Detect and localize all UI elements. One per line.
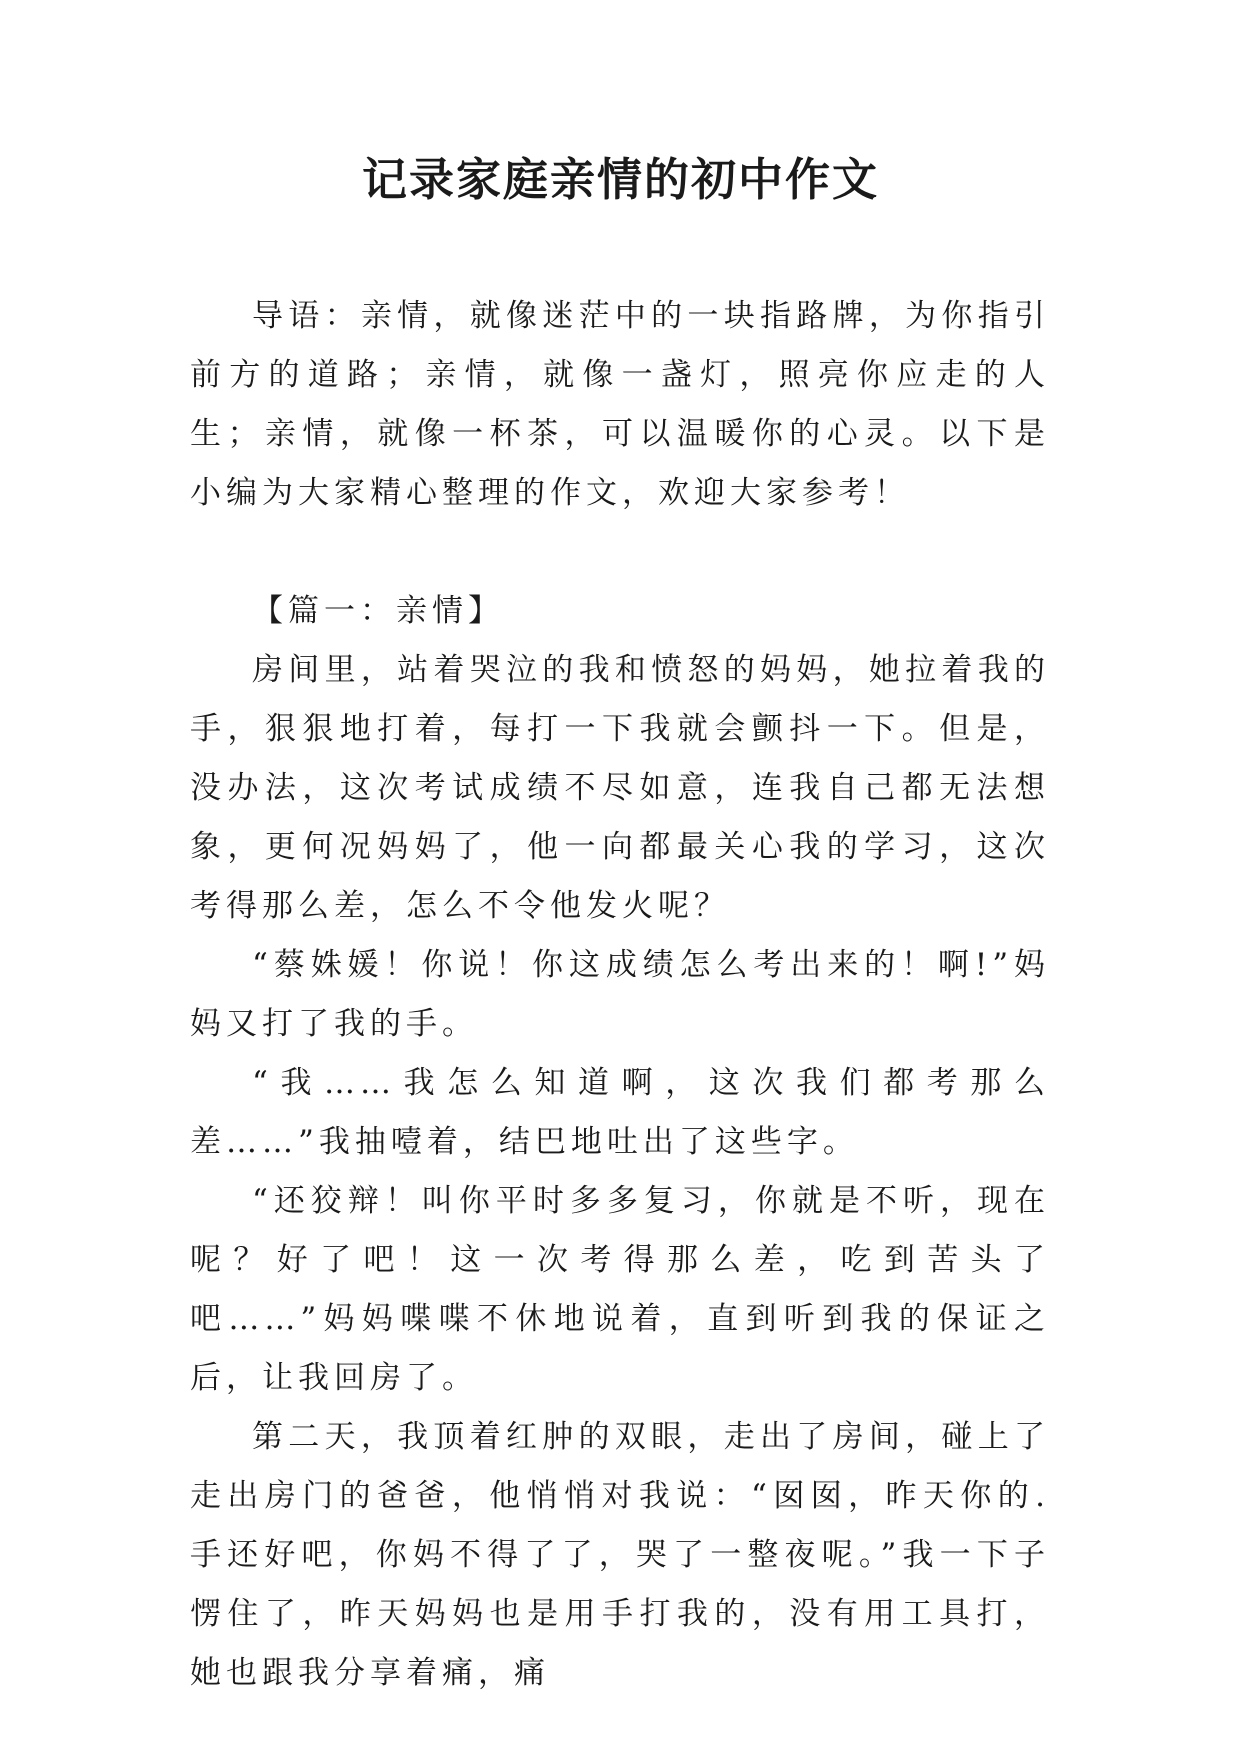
body-paragraph-4: “还狡辩！叫你平时多多复习，你就是不听，现在呢？好了吧！这一次考得那么差，吃到苦头了吧……”妈妈喋喋不休地说着，直到听到我的保证之后，让我回房了。 <box>190 1183 1050 1396</box>
body-paragraph-5: 第二天，我顶着红肿的双眼，走出了房间，碰上了走出房门的爸爸，他悄悄对我说：“囡囡，昨天你的.手还好吧，你妈不得了了，哭了一整夜呢。”我一下子愣住了，昨天妈妈也是用手打我的，没有用工具打，她也跟我分享着痛，痛 <box>190 1419 1050 1691</box>
body-paragraph-1: 房间里，站着哭泣的我和愤怒的妈妈，她拉着我的手，狠狠地打着，每打一下我就会颤抖一下。但是，没办法，这次考试成绩不尽如意，连我自己都无法想象，更何况妈妈了，他一向都最关心我的学习，这次考得那么差，怎么不令他发火呢？ <box>190 652 1050 924</box>
section-heading: 【篇一：亲情】 <box>252 593 504 629</box>
body-paragraph-2: “蔡姝媛！你说！你这成绩怎么考出来的！啊!”妈妈又打了我的手。 <box>190 947 1050 1042</box>
document-body <box>190 287 1050 1703</box>
intro-paragraph: 导语：亲情，就像迷茫中的一块指路牌，为你指引前方的道路；亲情，就像一盏灯，照亮你应走的人生；亲情，就像一杯茶，可以温暖你的心灵。以下是小编为大家精心整理的作文，欢迎大家参考！ <box>190 298 1050 511</box>
body-paragraph-3: “我……我怎么知道啊，这次我们都考那么差……”我抽噎着，结巴地吐出了这些字。 <box>190 1065 1050 1160</box>
document-title: 记录家庭亲情的初中作文 <box>361 153 879 206</box>
